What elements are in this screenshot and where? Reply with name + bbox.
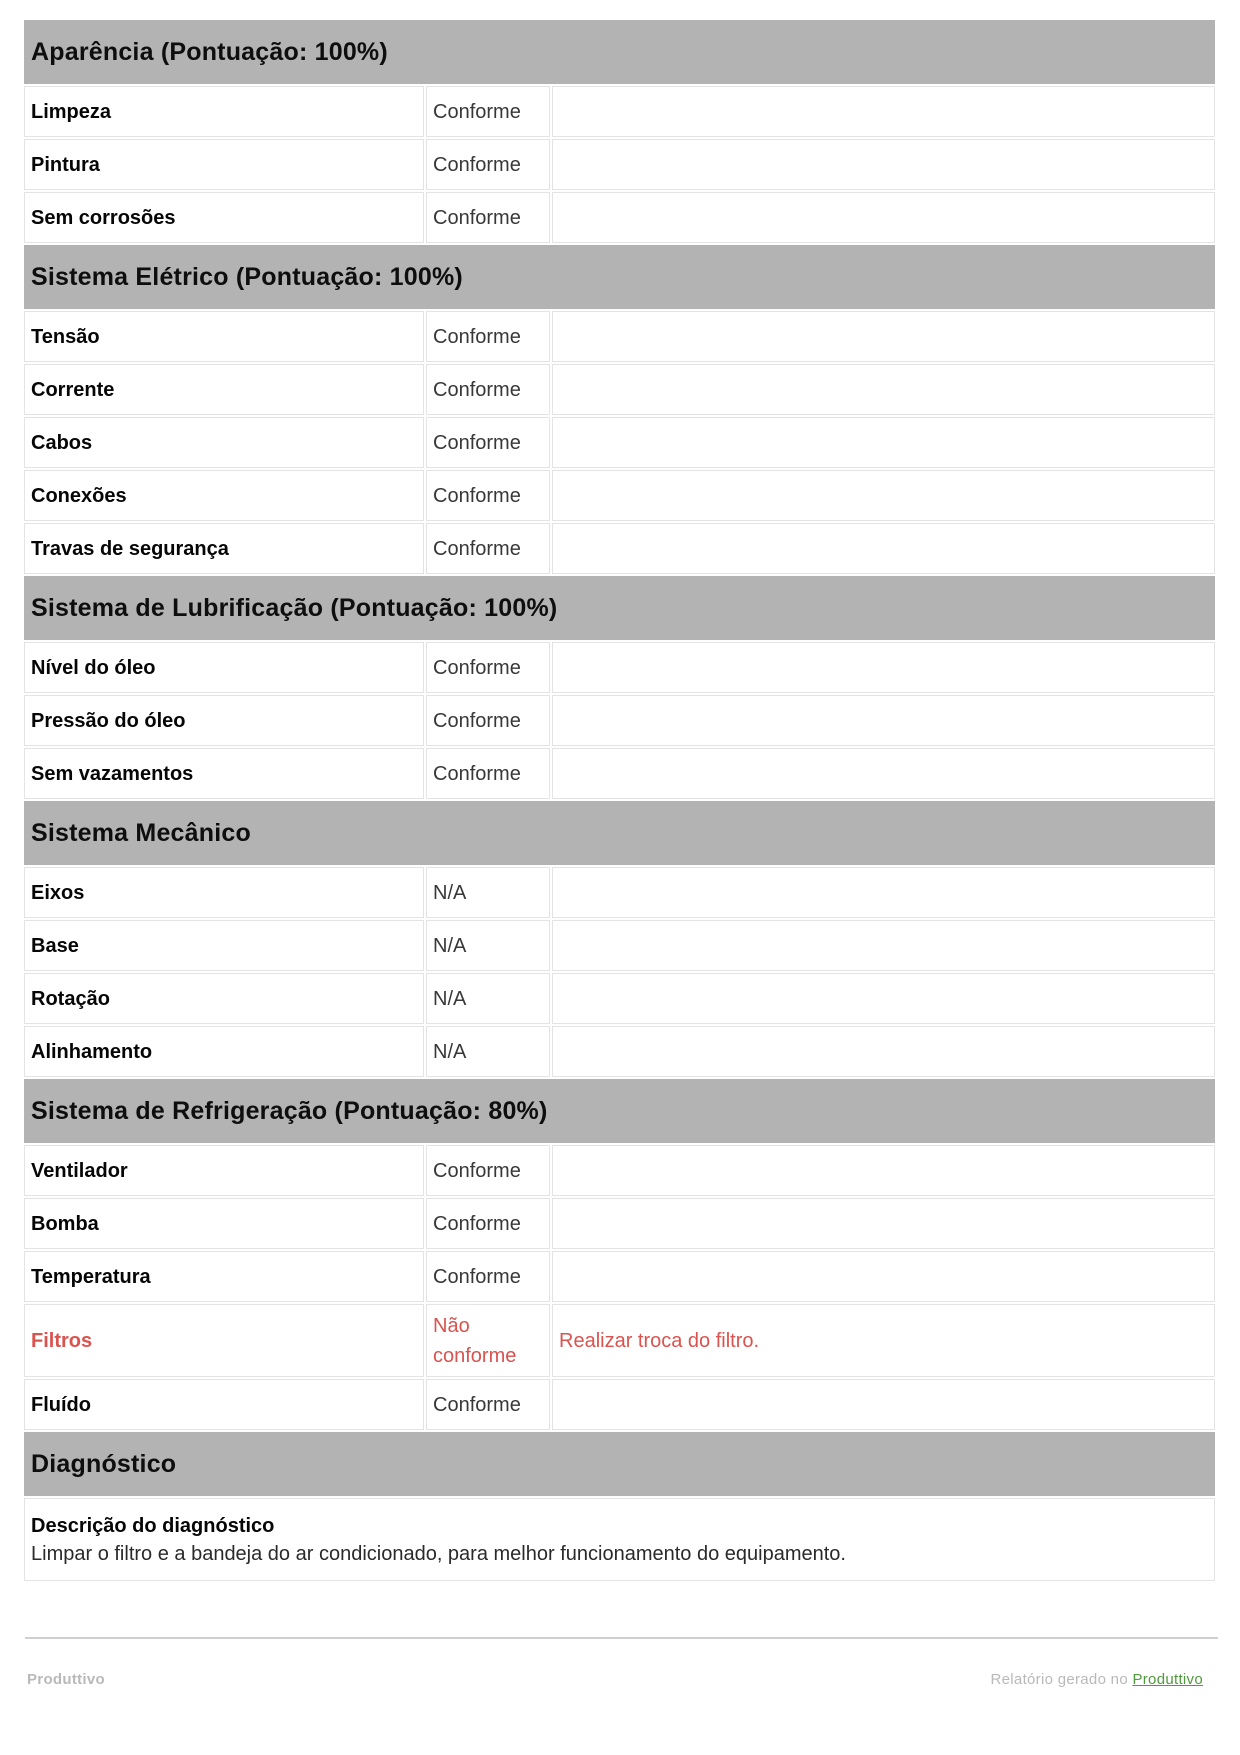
section-header-row [24, 245, 1215, 309]
section-header-row [24, 20, 1215, 84]
item-value: Conforme [426, 311, 550, 362]
item-row [24, 695, 1215, 746]
item-label: Temperatura [24, 1251, 424, 1302]
item-label: Tensão [24, 311, 424, 362]
item-value: Conforme [426, 192, 550, 243]
item-value: Conforme [426, 642, 550, 693]
section-header-row [24, 1079, 1215, 1143]
item-row [24, 1304, 1215, 1377]
item-label: Alinhamento [24, 1026, 424, 1077]
item-row [24, 1379, 1215, 1430]
item-label: Nível do óleo [24, 642, 424, 693]
report-sheet [22, 18, 1217, 1583]
section-header: Diagnóstico [24, 1432, 1215, 1496]
item-note [552, 523, 1215, 574]
item-note [552, 973, 1215, 1024]
item-label: Rotação [24, 973, 424, 1024]
item-row [24, 192, 1215, 243]
item-value: Conforme [426, 1198, 550, 1249]
item-label: Sem corrosões [24, 192, 424, 243]
section-header: Sistema de Refrigeração (Pontuação: 80%) [24, 1079, 1215, 1143]
item-row [24, 417, 1215, 468]
item-row [24, 1251, 1215, 1302]
diagnosis-text: Limpar o filtro e a bandeja do ar condicionado, para melhor funcionamento do equipamento. [31, 1542, 846, 1565]
item-row [24, 1026, 1215, 1077]
item-label: Fluído [24, 1379, 424, 1430]
item-value: N/A [426, 973, 550, 1024]
section-header: Aparência (Pontuação: 100%) [24, 20, 1215, 84]
footer-generated-text [991, 1671, 1203, 1688]
item-label: Sem vazamentos [24, 748, 424, 799]
item-row [24, 973, 1215, 1024]
item-row [24, 364, 1215, 415]
item-value: Conforme [426, 523, 550, 574]
item-note [552, 748, 1215, 799]
item-label: Ventilador [24, 1145, 424, 1196]
item-row [24, 523, 1215, 574]
item-value: Conforme [426, 1145, 550, 1196]
item-note [552, 1379, 1215, 1430]
diagnosis-cell [24, 1498, 1215, 1581]
item-label: Corrente [24, 364, 424, 415]
item-note [552, 139, 1215, 190]
item-value: Não conforme [426, 1304, 550, 1377]
footer-generated-prefix: Relatório gerado no [990, 1671, 1133, 1688]
item-row [24, 86, 1215, 137]
item-label: Conexões [24, 470, 424, 521]
item-note [552, 192, 1215, 243]
item-note [552, 695, 1215, 746]
item-value: Conforme [426, 364, 550, 415]
item-note [552, 1145, 1215, 1196]
item-row [24, 139, 1215, 190]
item-row [24, 470, 1215, 521]
item-note [552, 364, 1215, 415]
item-value: Conforme [426, 470, 550, 521]
item-value: Conforme [426, 748, 550, 799]
item-row [24, 920, 1215, 971]
item-label: Pressão do óleo [24, 695, 424, 746]
item-note [552, 311, 1215, 362]
section-header-row [24, 1432, 1215, 1496]
item-note [552, 1026, 1215, 1077]
item-row [24, 311, 1215, 362]
item-label: Eixos [24, 867, 424, 918]
item-label: Limpeza [24, 86, 424, 137]
item-note [552, 1251, 1215, 1302]
item-label: Travas de segurança [24, 523, 424, 574]
item-value: Conforme [426, 86, 550, 137]
footer-produttivo-link[interactable]: Produttivo [1132, 1671, 1203, 1688]
item-row [24, 867, 1215, 918]
item-row [24, 1145, 1215, 1196]
item-note [552, 920, 1215, 971]
item-note [552, 642, 1215, 693]
item-note: Realizar troca do filtro. [552, 1304, 1215, 1377]
item-value: Conforme [426, 1251, 550, 1302]
section-header: Sistema Elétrico (Pontuação: 100%) [24, 245, 1215, 309]
footer-brand: Produttivo [27, 1671, 105, 1688]
diagnosis-label: Descrição do diagnóstico [31, 1514, 275, 1537]
item-value: Conforme [426, 417, 550, 468]
item-value: N/A [426, 867, 550, 918]
item-value: N/A [426, 1026, 550, 1077]
item-label: Pintura [24, 139, 424, 190]
item-row [24, 642, 1215, 693]
checklist-body [24, 20, 1215, 1581]
section-header: Sistema Mecânico [24, 801, 1215, 865]
item-label: Filtros [24, 1304, 424, 1377]
item-value: N/A [426, 920, 550, 971]
item-value: Conforme [426, 139, 550, 190]
item-note [552, 417, 1215, 468]
item-row [24, 1198, 1215, 1249]
item-note [552, 1198, 1215, 1249]
page-footer [27, 1671, 1203, 1688]
item-row [24, 748, 1215, 799]
section-header-row [24, 576, 1215, 640]
item-note [552, 86, 1215, 137]
item-note [552, 470, 1215, 521]
item-value: Conforme [426, 1379, 550, 1430]
diagnosis-row [24, 1498, 1215, 1581]
section-header: Sistema de Lubrificação (Pontuação: 100%) [24, 576, 1215, 640]
checklist-table [22, 18, 1217, 1583]
section-header-row [24, 801, 1215, 865]
item-label: Cabos [24, 417, 424, 468]
footer-divider [25, 1637, 1218, 1639]
item-value: Conforme [426, 695, 550, 746]
item-note [552, 867, 1215, 918]
item-label: Bomba [24, 1198, 424, 1249]
item-label: Base [24, 920, 424, 971]
